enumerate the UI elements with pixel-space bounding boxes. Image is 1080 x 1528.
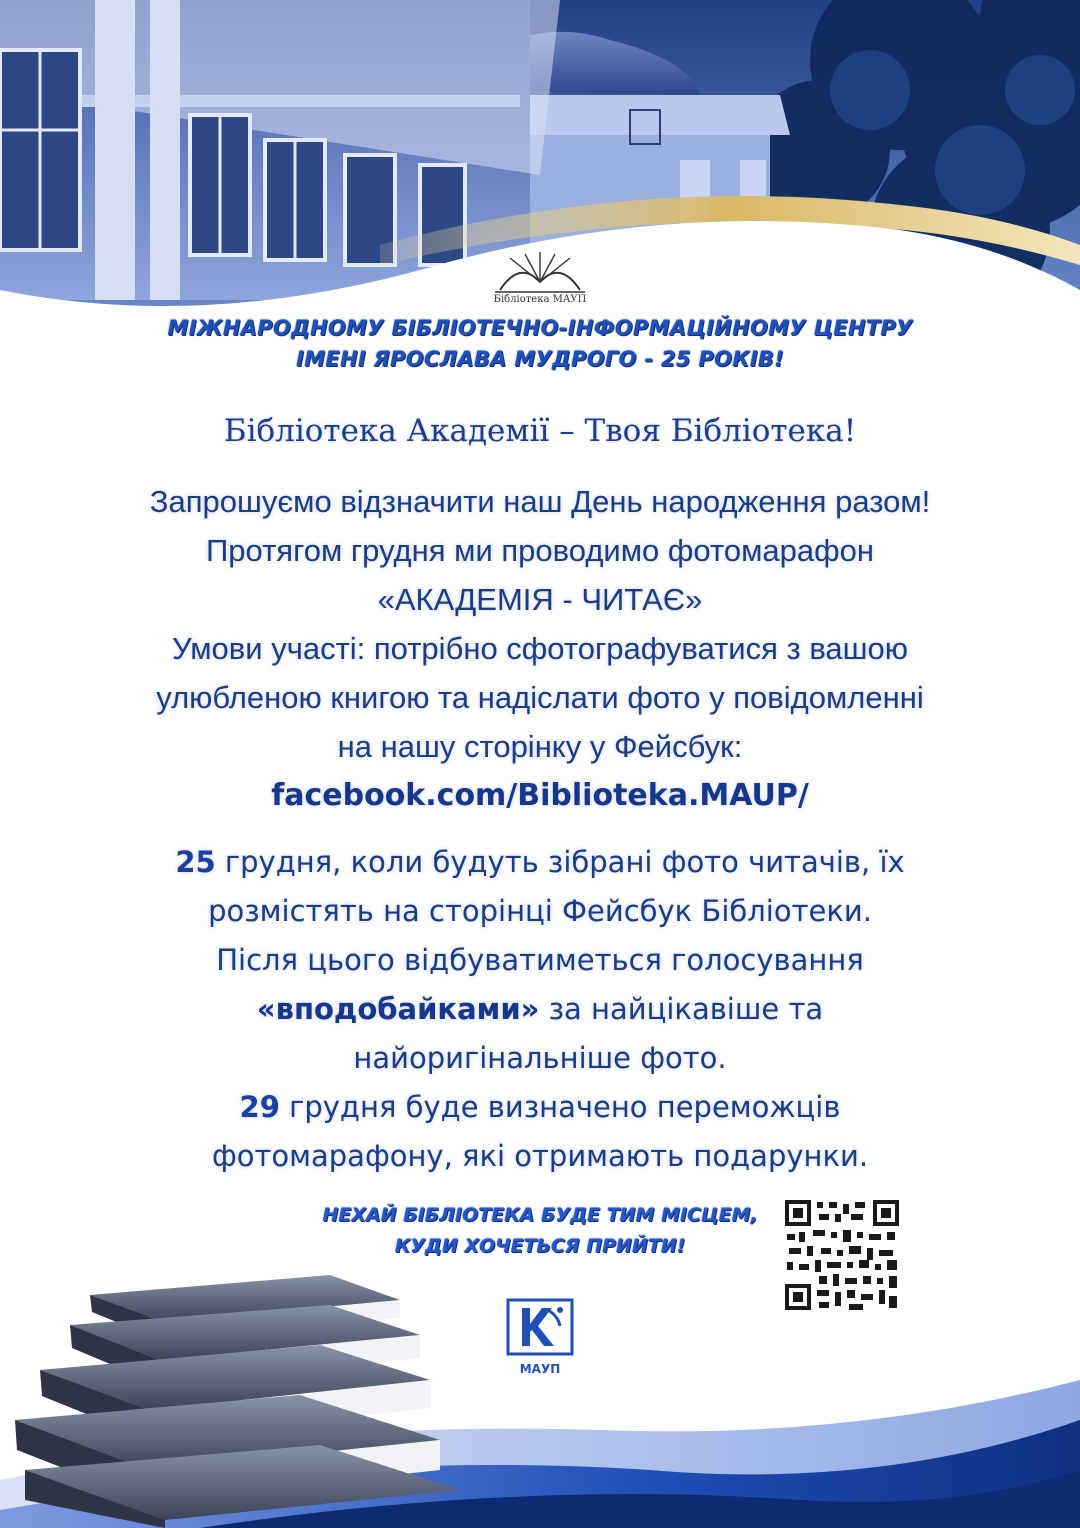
- details-line-6-text: грудня буде визначено переможців: [279, 1090, 841, 1124]
- details-line-1-text: грудня, коли будуть зібрані фото читачів, їх: [215, 845, 905, 879]
- likes-word: «вподобайками»: [256, 992, 540, 1026]
- title-line-2: ІМЕНІ ЯРОСЛАВА МУДРОГО - 25 РОКІВ!: [296, 347, 784, 371]
- details-line-4-text: за найцікавіше та: [539, 992, 824, 1026]
- slogan-line-1: НЕХАЙ БІБЛІОТЕКА БУДЕ ТИМ МІСЦЕМ,: [322, 1204, 758, 1226]
- slogan-line-2: КУДИ ХОЧЕТЬСЯ ПРИЙТИ!: [394, 1235, 686, 1257]
- details-line-3: Після цього відбуватиметься голосування: [216, 943, 864, 977]
- subtitle: Бібліотека Академії – Твоя Бібліотека!: [223, 413, 857, 449]
- date-25: 25: [175, 845, 216, 879]
- marathon-name: «АКАДЕМІЯ - ЧИТАЄ»: [377, 582, 703, 617]
- date-29: 29: [239, 1090, 280, 1124]
- maup-logo-caption: МАУП: [519, 1362, 561, 1376]
- facebook-link[interactable]: facebook.com/Biblioteka.MAUP/: [271, 778, 809, 813]
- intro-line-1: Запрошуємо відзначити наш День народження разом!: [149, 484, 931, 519]
- intro-line-4: Умови участі: потрібно сфотографуватися з вашою: [171, 631, 909, 666]
- intro-line-5: улюбленою книгою та надіслати фото у повідомленні: [156, 680, 924, 715]
- intro-line-6: на нашу сторінку у Фейсбук:: [337, 729, 743, 764]
- details-line-5: найоригінальніше фото.: [353, 1041, 727, 1075]
- intro-line-2: Протягом грудня ми проводимо фотомарафон: [206, 533, 874, 568]
- details-line-7: фотомарафону, які отримають подарунки.: [211, 1139, 869, 1173]
- title-line-1: МІЖНАРОДНОМУ БІБЛІОТЕЧНО-ІНФОРМАЦІЙНОМУ ЦЕНТРУ: [167, 316, 913, 340]
- library-caption: Бібліотека МАУП: [493, 294, 587, 305]
- details-line-2: розмістять на сторінці Фейсбук Бібліотеки.: [208, 894, 872, 928]
